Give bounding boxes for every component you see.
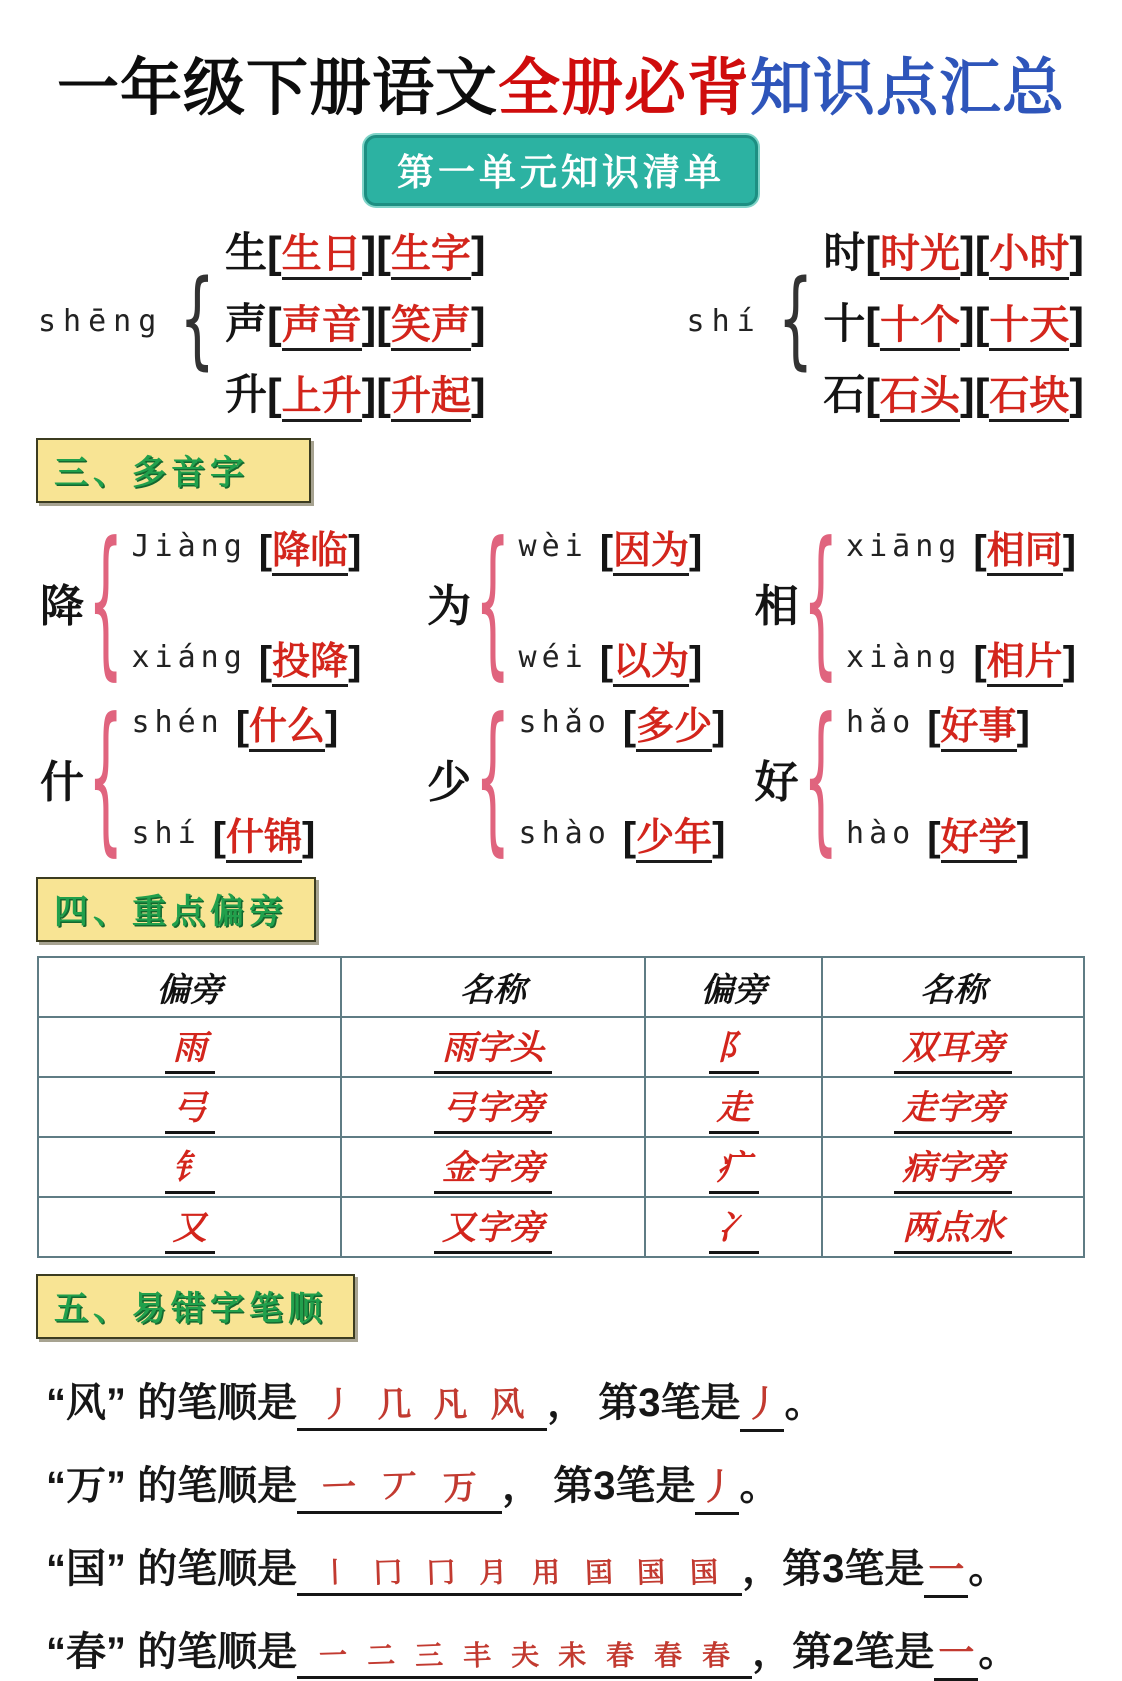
- bracketed-word: [975, 364, 1084, 421]
- brace-glyph: {: [802, 681, 839, 872]
- homophone-group-shi: [687, 220, 1084, 422]
- homophone-entry: [225, 362, 486, 422]
- stroke-glyph: 用: [531, 1556, 561, 1589]
- stroke-order-line-chun: [46, 1620, 1098, 1681]
- line-label: 。: [739, 1464, 780, 1508]
- pinyin-label: xiàng: [846, 640, 962, 675]
- bracketed-word: [376, 222, 485, 279]
- duoyinzi-group-shao: [427, 681, 755, 872]
- bracketed-word: [973, 630, 1076, 685]
- page-title: [0, 38, 1122, 127]
- line-label: ， 第3笔是: [547, 1381, 741, 1425]
- bracketed-word: [267, 364, 376, 421]
- stroke-glyph: 万: [442, 1468, 478, 1508]
- table-header-row: [38, 957, 1084, 1017]
- stroke-glyph: 春: [653, 1639, 683, 1672]
- pinyin-label: shào: [518, 816, 611, 851]
- base-character: 相: [754, 582, 799, 631]
- pinyin-label: shén: [131, 705, 224, 740]
- stroke-glyph: 冂: [373, 1556, 403, 1589]
- reading: [131, 695, 338, 750]
- stroke-glyph: 丆: [382, 1468, 418, 1508]
- example-word: 降临: [272, 530, 348, 576]
- example-word: 上升: [282, 374, 362, 422]
- duoyinzi-group-wei: [427, 505, 755, 696]
- reading-list: [131, 695, 338, 861]
- example-word: 生日: [282, 232, 362, 280]
- radical: 雨: [165, 1020, 215, 1074]
- base-character: 时: [823, 229, 866, 276]
- table-row: [38, 1077, 1084, 1137]
- section-heading-label: 五、易错字笔顺: [54, 1290, 327, 1328]
- example-word: 十天: [989, 303, 1069, 351]
- bracketed-word: [213, 806, 316, 861]
- example-word: 小时: [989, 232, 1069, 280]
- example-word: 石块: [989, 374, 1069, 422]
- radical-name: 病字旁: [894, 1140, 1012, 1194]
- reading-list: [846, 695, 1030, 861]
- base-character: 为: [427, 582, 472, 631]
- stroke-glyph: 一: [321, 1468, 358, 1508]
- pinyin-label: shēng: [38, 303, 164, 339]
- answer-stroke: 一: [924, 1542, 968, 1598]
- duoyinzi-group-shen: [40, 681, 427, 872]
- stroke-order-line-feng: [46, 1371, 1098, 1432]
- example-word: 十个: [880, 303, 960, 351]
- example-word: 什么: [249, 706, 325, 752]
- example-word: 相片: [987, 641, 1063, 687]
- bracketed-word: [600, 519, 703, 574]
- pinyin-label: shǎo: [518, 705, 611, 740]
- title-part-blue: 知识点汇总: [750, 54, 1066, 123]
- pinyin-label: hào: [846, 816, 916, 851]
- line-label: “国” 的笔顺是: [46, 1547, 298, 1591]
- base-character: 声: [224, 300, 267, 347]
- stroke-blank: [297, 1460, 502, 1514]
- bracketed-word: [975, 293, 1084, 350]
- stroke-glyph: 春: [605, 1639, 635, 1672]
- stroke-glyph: 春: [701, 1639, 731, 1672]
- title-part-red: 全册必背: [497, 54, 750, 123]
- stroke-blank: [297, 1551, 742, 1596]
- base-character: 升: [224, 371, 267, 418]
- line-label: ，第2笔是: [752, 1630, 935, 1674]
- banner-wrap: [0, 135, 1122, 206]
- brace-glyph: {: [87, 505, 124, 696]
- reading-list: [131, 519, 361, 685]
- bracketed-word: [259, 519, 362, 574]
- base-character: 少: [427, 758, 472, 807]
- bracketed-word: [623, 806, 726, 861]
- section-heading-bishun: [36, 1274, 355, 1339]
- brace-glyph: {: [87, 681, 124, 872]
- bracketed-word: [267, 293, 376, 350]
- reading: [846, 630, 1076, 685]
- table-row: [38, 1017, 1084, 1077]
- reading: [846, 695, 1030, 750]
- column-header: 偏旁: [645, 957, 823, 1017]
- duoyinzi-group-jiang: [40, 505, 427, 696]
- example-word: 石头: [880, 374, 960, 422]
- bracketed-word: [865, 293, 974, 350]
- stroke-glyph: 冂: [426, 1556, 456, 1589]
- reading: [519, 630, 703, 685]
- radical-name: 又字旁: [434, 1200, 552, 1254]
- line-label: ， 第3笔是: [502, 1464, 696, 1508]
- answer-stroke: 丿: [740, 1376, 784, 1432]
- homophone-entry: [823, 291, 1084, 351]
- section-heading-label: 三、多音字: [54, 454, 249, 492]
- homophone-section: [0, 206, 1122, 422]
- radical-name: 雨字头: [434, 1020, 552, 1074]
- radical-name: 双耳旁: [894, 1020, 1012, 1074]
- stroke-order-line-guo: [46, 1537, 1098, 1598]
- reading: [519, 695, 726, 750]
- example-word: 声音: [282, 303, 362, 351]
- bracketed-word: [236, 695, 339, 750]
- bracketed-word: [600, 630, 703, 685]
- reading: [846, 806, 1030, 861]
- bracketed-word: [376, 293, 485, 350]
- example-word: 少年: [636, 817, 712, 863]
- stroke-glyph: 夫: [510, 1639, 540, 1672]
- duoyinzi-row: [40, 681, 1092, 872]
- line-label: “春” 的笔顺是: [46, 1630, 298, 1674]
- line-label: 。: [978, 1630, 1019, 1674]
- brace-glyph: {: [475, 505, 511, 696]
- table-row: [38, 1197, 1084, 1257]
- example-word: 因为: [613, 530, 689, 576]
- bracketed-word: [927, 695, 1030, 750]
- base-character: 什: [40, 758, 84, 807]
- section-heading-label: 四、重点偏旁: [54, 893, 288, 931]
- pinyin-label: wèi: [518, 529, 588, 564]
- duoyinzi-grid: [0, 503, 1122, 872]
- reading: [519, 519, 703, 574]
- stroke-glyph: 丰: [462, 1639, 492, 1672]
- base-character: 生: [224, 229, 267, 276]
- radical: 走: [709, 1080, 759, 1134]
- stroke-blank: [297, 1377, 547, 1431]
- brace-glyph: {: [802, 505, 839, 696]
- radical: 又: [165, 1200, 215, 1254]
- stroke-glyph: 二: [366, 1639, 396, 1672]
- stroke-glyph: 丿: [319, 1385, 356, 1425]
- duoyinzi-group-hao: [754, 681, 1092, 872]
- bracketed-word: [927, 806, 1030, 861]
- brace-glyph: {: [475, 681, 511, 872]
- entry-list: [225, 220, 486, 422]
- stroke-glyph: 三: [414, 1639, 444, 1672]
- unit-banner: 第一单元知识清单: [364, 135, 758, 206]
- example-word: 好学: [941, 817, 1017, 863]
- duoyinzi-row: [40, 505, 1092, 696]
- bracketed-word: [623, 695, 726, 750]
- duoyinzi-group-xiang: [754, 505, 1092, 696]
- stroke-glyph: 国: [636, 1556, 666, 1589]
- radical: 弓: [165, 1080, 215, 1134]
- pinyin-label: xiáng: [131, 640, 247, 675]
- pinyin-label: wéi: [518, 640, 588, 675]
- radical: 钅: [165, 1140, 215, 1194]
- stroke-glyph: 未: [557, 1639, 588, 1672]
- line-label: “风” 的笔顺是: [46, 1381, 298, 1425]
- base-character: 十: [823, 300, 866, 347]
- stroke-glyph: 囯: [584, 1556, 614, 1589]
- stroke-glyph: 丨: [320, 1556, 351, 1589]
- bracketed-word: [973, 519, 1076, 574]
- bracketed-word: [975, 222, 1084, 279]
- homophone-group-sheng: [38, 220, 486, 422]
- pinyin-label: hǎo: [846, 705, 916, 740]
- example-word: 投降: [272, 641, 348, 687]
- homophone-entry: [225, 291, 486, 351]
- radical: 疒: [709, 1140, 759, 1194]
- reading-list: [519, 519, 703, 685]
- line-label: “万” 的笔顺是: [46, 1464, 298, 1508]
- stroke-glyph: 一: [318, 1639, 348, 1672]
- table-row: [38, 1137, 1084, 1197]
- base-character: 好: [754, 758, 799, 807]
- example-word: 好事: [941, 706, 1017, 752]
- pinyin-label: shí: [131, 816, 201, 851]
- example-word: 笑声: [391, 303, 471, 351]
- section-heading-pianpang: [36, 877, 316, 942]
- radical: 冫: [709, 1200, 759, 1254]
- answer-stroke: 丿: [695, 1459, 739, 1515]
- example-word: 多少: [636, 706, 712, 752]
- homophone-entry: [823, 220, 1084, 280]
- example-word: 升起: [391, 374, 471, 422]
- stroke-glyph: 几: [376, 1385, 412, 1425]
- line-label: 。: [784, 1381, 825, 1425]
- reading-list: [846, 519, 1076, 685]
- bracketed-word: [259, 630, 362, 685]
- pinyin-label: Jiàng: [131, 529, 247, 564]
- radical-name: 两点水: [894, 1200, 1012, 1254]
- homophone-entry: [823, 362, 1084, 422]
- radical-name: 金字旁: [434, 1140, 552, 1194]
- reading: [131, 519, 361, 574]
- radical-name: 弓字旁: [434, 1080, 552, 1134]
- example-word: 生字: [391, 232, 471, 280]
- stroke-order-section: [0, 1339, 1122, 1681]
- reading-list: [519, 695, 726, 861]
- pinyin-label: xiāng: [846, 529, 962, 564]
- bracketed-word: [376, 364, 485, 421]
- example-word: 相同: [987, 530, 1063, 576]
- stroke-glyph: 风: [489, 1385, 525, 1425]
- base-character: 石: [823, 371, 866, 418]
- stroke-glyph: 凡: [432, 1385, 469, 1425]
- section-heading-duoyinzi: [36, 438, 311, 503]
- example-word: 什锦: [226, 817, 302, 863]
- stroke-order-line-wan: [46, 1454, 1098, 1515]
- reading: [846, 519, 1076, 574]
- reading: [519, 806, 726, 861]
- brace-glyph: {: [179, 258, 215, 382]
- example-word: 时光: [880, 232, 960, 280]
- stroke-blank: [297, 1634, 752, 1679]
- column-header: 名称: [822, 957, 1084, 1017]
- entry-list: [823, 220, 1084, 422]
- bracketed-word: [267, 222, 376, 279]
- answer-stroke: 一: [934, 1625, 978, 1681]
- title-part-black: 一年级下册语文: [56, 54, 498, 123]
- line-label: 。: [968, 1547, 1009, 1591]
- homophone-entry: [225, 220, 486, 280]
- column-header: 名称: [341, 957, 644, 1017]
- column-header: 偏旁: [38, 957, 341, 1017]
- bracketed-word: [865, 222, 974, 279]
- reading: [131, 806, 338, 861]
- base-character: 降: [40, 582, 84, 631]
- radical-name: 走字旁: [894, 1080, 1012, 1134]
- bracketed-word: [865, 364, 974, 421]
- pinyin-label: shí: [686, 303, 762, 339]
- radicals-table: [37, 956, 1085, 1258]
- stroke-glyph: 月: [478, 1556, 508, 1589]
- radical: 阝: [709, 1020, 759, 1074]
- line-label: ，第3笔是: [742, 1547, 925, 1591]
- reading: [131, 630, 361, 685]
- stroke-glyph: 国: [689, 1556, 719, 1589]
- example-word: 以为: [613, 641, 689, 687]
- brace-glyph: {: [777, 258, 814, 382]
